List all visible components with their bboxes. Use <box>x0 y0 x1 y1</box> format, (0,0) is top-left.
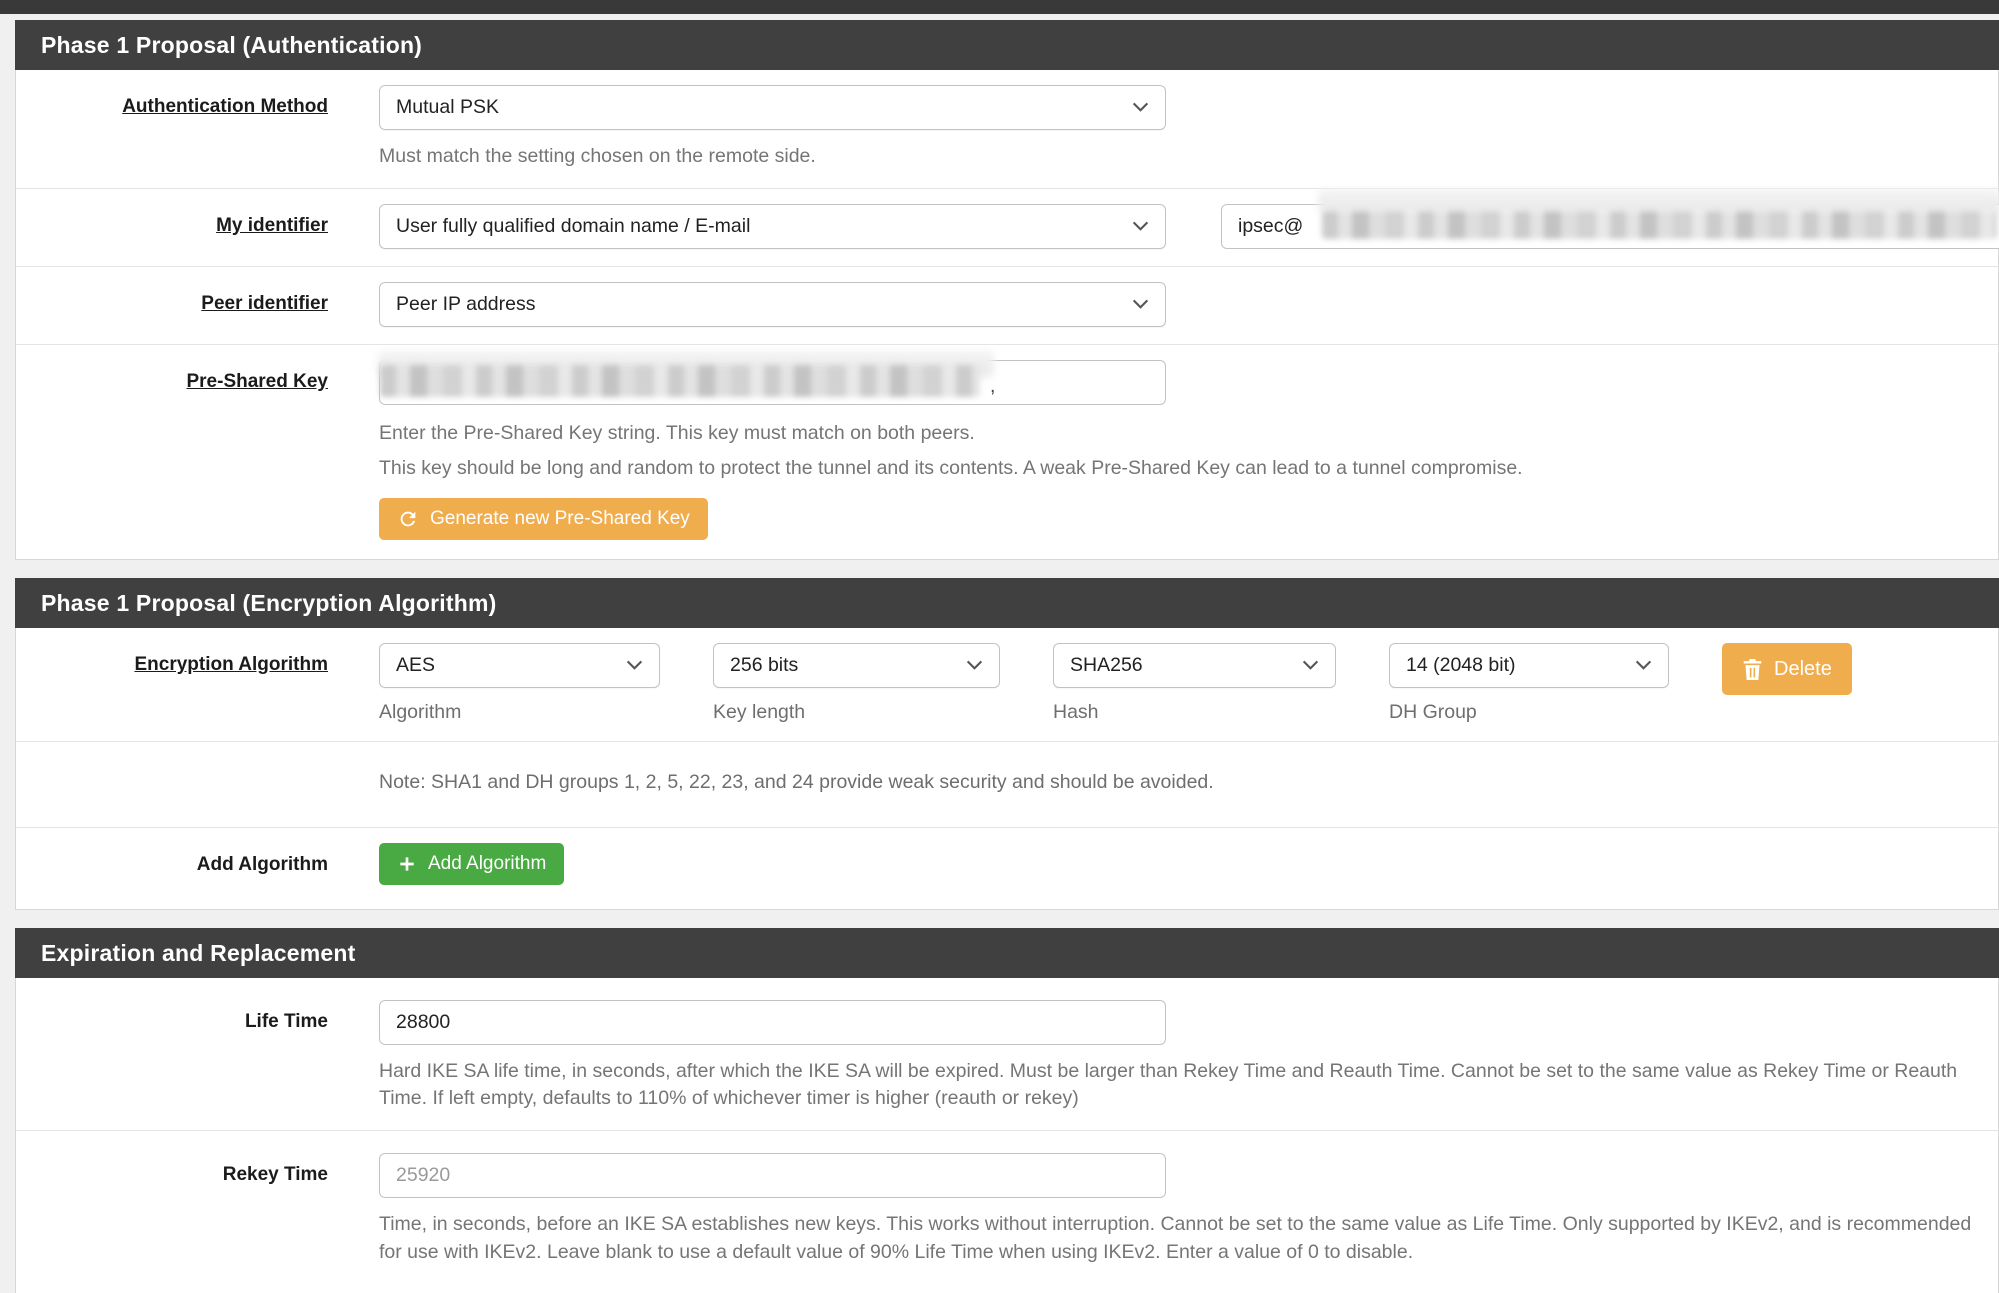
life-time-label: Life Time <box>244 1010 328 1032</box>
rekey-time-input[interactable] <box>379 1153 1166 1198</box>
pre-shared-key-input[interactable] <box>379 360 1166 405</box>
rekey-time-label: Rekey Time <box>222 1164 328 1186</box>
key-length-select[interactable] <box>713 643 1000 688</box>
redacted-value-remnant: , <box>990 374 996 397</box>
life-time-help: Hard IKE SA life time, in seconds, after which the IKE SA will be expired. Must be larger than Rekey Time and Reauth Time. Cannot be set to the same value as Rekey Time or Reauth Time. If left empty, defaults to 110% of whichever timer is higher (reauth or rekey) <box>379 1059 1958 1110</box>
algorithm-sub-label: Algorithm <box>379 701 462 724</box>
trash-icon <box>1742 658 1763 681</box>
key-length-sub-label: Key length <box>713 701 806 724</box>
chevron-down-icon <box>1132 102 1149 113</box>
pre-shared-key-help-2: This key should be long and random to protect the tunnel and its contents. A weak Pre-Shared Key can lead to a tunnel compromise. <box>379 457 1523 480</box>
peer-identifier-select[interactable] <box>379 282 1166 327</box>
dh-group-sub-label: DH Group <box>1389 701 1477 724</box>
row-encryption-note <box>16 741 1998 827</box>
my-identifier-input-prefix: ipsec@ <box>1238 214 1304 237</box>
row-add-algorithm <box>16 827 1998 907</box>
my-identifier-input[interactable] <box>1221 204 1999 249</box>
chevron-down-icon <box>1635 660 1652 671</box>
pre-shared-key-help-1: Enter the Pre-Shared Key string. This key must match on both peers. <box>379 421 975 444</box>
chevron-down-icon <box>1132 299 1149 310</box>
panel-phase1-authentication <box>15 20 1999 560</box>
row-peer-identifier <box>16 266 1998 344</box>
chevron-down-icon <box>1132 221 1149 232</box>
hash-sub-label: Hash <box>1053 701 1099 724</box>
my-identifier-value: User fully qualified domain name / E-mail <box>396 214 751 237</box>
authentication-method-label: Authentication Method <box>122 96 328 117</box>
add-algorithm-label: Add Algorithm <box>196 853 328 875</box>
pre-shared-key-label: Pre-Shared Key <box>186 370 328 392</box>
redacted-value <box>1322 211 1997 239</box>
chevron-down-icon <box>1302 660 1319 671</box>
add-algorithm-button[interactable] <box>379 843 564 885</box>
chevron-down-icon <box>966 660 983 671</box>
redacted-value-halo <box>1318 189 1999 213</box>
peer-identifier-label: Peer identifier <box>201 292 328 314</box>
row-encryption-algorithm <box>16 628 1998 741</box>
encryption-note-text: Note: SHA1 and DH groups 1, 2, 5, 22, 23, and 24 provide weak security and should be avoided. <box>379 771 1214 794</box>
encryption-algorithm-select[interactable] <box>379 643 660 688</box>
row-rekey-time <box>16 1130 1998 1293</box>
panel-body-expiration <box>15 978 1999 1293</box>
rekey-time-help: Time, in seconds, before an IKE SA establishes new keys. This works without interruption. Cannot be set to the same value as Life Time. Only supported by IKEv2, and is recommended for use with IKEv2. Leave blank to use a default value of 90% Life Time when using IKEv2. Enter a value of 0 to disable. <box>379 1213 1972 1263</box>
dh-group-select[interactable] <box>1389 643 1669 688</box>
my-identifier-label: My identifier <box>216 214 328 236</box>
row-pre-shared-key <box>16 344 1998 557</box>
ipsec-phase1-form <box>0 20 1999 1293</box>
peer-identifier-value: Peer IP address <box>396 292 536 315</box>
authentication-method-select[interactable] <box>379 85 1166 130</box>
generate-psk-button[interactable] <box>379 498 708 540</box>
redacted-value <box>380 365 980 397</box>
encryption-algorithm-value: AES <box>396 654 436 677</box>
top-navbar-edge <box>0 0 1999 14</box>
hash-select[interactable] <box>1053 643 1336 688</box>
plus-icon <box>397 854 417 874</box>
encryption-algorithm-label: Encryption Algorithm <box>134 654 328 676</box>
life-time-input[interactable] <box>379 1000 1166 1045</box>
row-my-identifier <box>16 188 1998 266</box>
dh-group-value: 14 (2048 bit) <box>1406 654 1516 677</box>
panel-title-expiration: Expiration and Replacement <box>15 928 1999 978</box>
key-length-value: 256 bits <box>730 654 799 677</box>
authentication-method-help: Must match the setting chosen on the remote side. <box>379 145 816 167</box>
my-identifier-select[interactable] <box>379 204 1166 249</box>
delete-algorithm-button[interactable] <box>1722 643 1852 695</box>
refresh-icon <box>397 508 419 530</box>
row-authentication-method <box>16 70 1998 188</box>
panel-title-encryption: Phase 1 Proposal (Encryption Algorithm) <box>15 578 1999 628</box>
row-life-time <box>16 978 1998 1130</box>
authentication-method-value: Mutual PSK <box>396 96 499 118</box>
panel-body-authentication <box>15 70 1999 560</box>
chevron-down-icon <box>626 660 643 671</box>
panel-title-authentication: Phase 1 Proposal (Authentication) <box>15 20 1999 70</box>
panel-expiration-replacement <box>15 928 1999 1293</box>
panel-body-encryption <box>15 628 1999 910</box>
add-algorithm-button-label: Add Algorithm <box>428 852 547 874</box>
hash-value: SHA256 <box>1070 654 1143 677</box>
panel-phase1-encryption <box>15 578 1999 910</box>
generate-psk-button-label: Generate new Pre-Shared Key <box>430 508 690 530</box>
delete-button-label: Delete <box>1774 657 1832 680</box>
